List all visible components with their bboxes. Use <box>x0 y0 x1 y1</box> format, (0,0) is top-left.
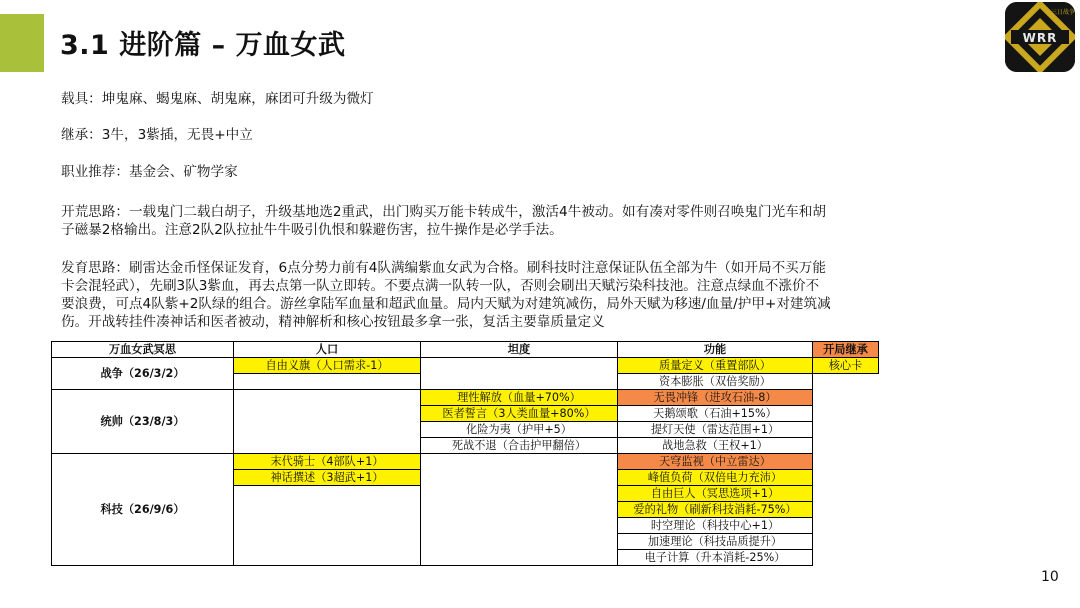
population-cell <box>234 390 421 454</box>
population-cell: 自由义旗（人口需求-1） <box>234 358 421 374</box>
tank-cell <box>421 454 618 566</box>
slide-title: 3.1 进阶篇 – 万血女武 <box>60 30 346 61</box>
development-line-2: 卡会混轻武），先刷3队3紫血，再去点第一队立即转。不要点满一队转一队，否则会刷出天赋污染科技池。注意点绿血不涨价不 <box>61 278 820 294</box>
table-row <box>52 390 879 406</box>
tank-cell <box>421 358 618 390</box>
function-cell: 天穹监视（中立雷达） <box>618 454 813 470</box>
table-header-row <box>52 342 879 358</box>
logo-tagline: 三日战争 <box>1050 9 1075 16</box>
opening-line-1: 开荒思路：一载鬼门二载白胡子，升级基地选2重武，出门购买万能卡转成牛，激活4牛被动。如有凑对零件则召唤鬼门光车和胡 <box>61 204 826 220</box>
row-label-command: 统帅（23/8/3） <box>52 390 234 454</box>
tank-cell: 死战不退（合击护甲翻倍） <box>421 438 618 454</box>
inherit-line: 继承：3牛，3紫插，无畏+中立 <box>61 127 253 143</box>
logo-graphic <box>1005 2 1075 72</box>
svg-text:WRR: WRR <box>1022 31 1058 45</box>
development-line-1: 发育思路：刷雷达金币怪保证发育，6点分势力前有4队满编紫血女武为合格。刷科技时注意保证队伍全部为牛（如开局不买万能 <box>61 260 826 276</box>
title-accent-bar <box>0 14 44 72</box>
function-cell: 资本膨胀（双倍奖励） <box>618 374 813 390</box>
function-cell: 爱的礼物（刷新科技消耗-75%） <box>618 502 813 518</box>
header-tank: 坦度 <box>421 342 618 358</box>
vehicles-line: 载具：坤鬼麻、蝎鬼麻、胡鬼麻，麻团可升级为微灯 <box>61 91 374 107</box>
page-number: 10 <box>1041 569 1059 585</box>
tank-cell: 理性解放（血量+70%） <box>421 390 618 406</box>
opening-line-2: 子磁暴2格输出。注意2队2队拉扯牛牛吸引仇恨和躲避伤害，拉牛操作是必学手法。 <box>61 222 563 238</box>
function-cell: 天鹅颂歌（石油+15%） <box>618 406 813 422</box>
header-function: 功能 <box>618 342 813 358</box>
function-cell: 自由巨人（冥思选项+1） <box>618 486 813 502</box>
row-label-tech: 科技（26/9/6） <box>52 454 234 566</box>
game-logo <box>1005 2 1075 72</box>
header-meditation: 万血女武冥思 <box>52 342 234 358</box>
function-cell: 峰值负荷（双倍电力充沛） <box>618 470 813 486</box>
population-cell <box>234 374 421 390</box>
core-card-cell: 核心卡 <box>813 358 879 374</box>
function-cell: 时空理论（科技中心+1） <box>618 518 813 534</box>
tank-cell: 化险为夷（护甲+5） <box>421 422 618 438</box>
function-cell: 提灯天使（雷达范围+1） <box>618 422 813 438</box>
function-cell: 电子计算（升本消耗-25%） <box>618 550 813 566</box>
function-cell: 战地急救（王权+1） <box>618 438 813 454</box>
row-label-war: 战争（26/3/2） <box>52 358 234 390</box>
population-cell <box>234 486 421 566</box>
function-cell: 质量定义（重置部队） <box>618 358 813 374</box>
table-row <box>52 454 879 470</box>
meditation-table <box>51 341 879 566</box>
career-line: 职业推荐：基金会、矿物学家 <box>61 164 238 180</box>
function-cell: 加速理论（科技品质提升） <box>618 534 813 550</box>
population-cell: 神话撰述（3超武+1） <box>234 470 421 486</box>
header-inherit: 开局继承 <box>813 342 879 358</box>
development-line-3: 要浪费，可点4队紫+2队绿的组合。游丝拿陆军血量和超武血量。局内天赋为对建筑减伤，局外天赋为移速/血量/护甲+对建筑减 <box>61 296 831 312</box>
header-population: 人口 <box>234 342 421 358</box>
population-cell: 末代骑士（4部队+1） <box>234 454 421 470</box>
table-row <box>52 358 879 374</box>
development-line-4: 伤。开战转挂件凑神话和医者被动，精神解析和核心按钮最多拿一张，复活主要靠质量定义 <box>61 314 605 330</box>
tank-cell: 医者誓言（3人类血量+80%） <box>421 406 618 422</box>
function-cell: 无畏冲锋（进攻石油-8） <box>618 390 813 406</box>
